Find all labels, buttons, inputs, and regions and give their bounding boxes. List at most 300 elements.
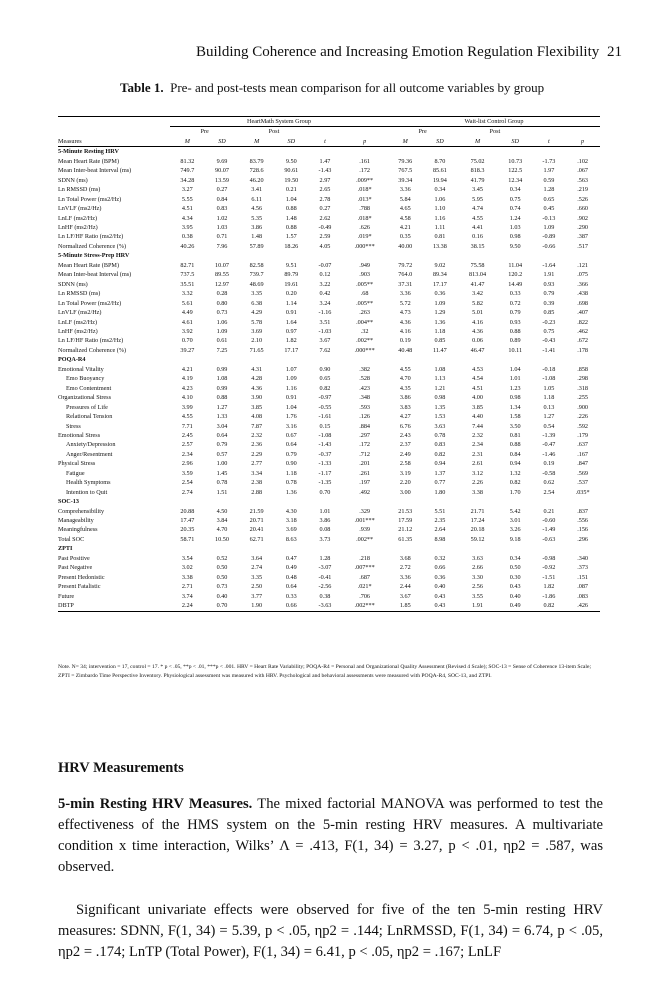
- table-row: [58, 270, 600, 279]
- table-cell: 0.33: [285, 592, 297, 600]
- table-cell: 0.98: [509, 394, 521, 402]
- table-cell: 1.04: [285, 403, 297, 411]
- table-cell: 17.47: [180, 517, 195, 525]
- table-cell: .407: [577, 309, 589, 317]
- table-cell: 1.45: [216, 469, 228, 477]
- table-cell: .261: [359, 469, 371, 477]
- table-cell: 4.05: [319, 242, 331, 250]
- table-cell: 0.54: [543, 422, 555, 430]
- table-row: [58, 573, 600, 582]
- table-cell: 9.50: [509, 242, 521, 250]
- table-cell: 83.79: [249, 157, 264, 165]
- table-cell: 3.86: [251, 223, 263, 231]
- table-cell: 17.17: [284, 346, 299, 354]
- table-cell: 0.42: [319, 290, 331, 298]
- column-header: M: [170, 137, 205, 147]
- measure-label: Pressures of Life: [66, 403, 108, 411]
- table-cell: 2.49: [399, 450, 411, 458]
- table-cell: 1.01: [319, 507, 331, 515]
- table-cell: 0.75: [543, 327, 555, 335]
- section-row: [58, 544, 600, 553]
- section-row: [58, 355, 600, 364]
- table-cell: 3.16: [285, 422, 297, 430]
- table-cell: 61.35: [398, 535, 413, 543]
- table-cell: 2.58: [399, 460, 411, 468]
- table-cell: 2.43: [399, 431, 411, 439]
- measure-label: Comprehensibility: [58, 507, 105, 515]
- results-table: [58, 116, 600, 612]
- table-cell: 1.16: [285, 384, 297, 392]
- time-header-spacer: [309, 127, 388, 137]
- table-cell: 0.79: [285, 450, 297, 458]
- table-cell: 3.01: [509, 517, 521, 525]
- table-cell: 20.18: [470, 526, 485, 534]
- table-cell: 0.35: [399, 233, 411, 241]
- table-cell: 3.85: [251, 403, 263, 411]
- table-cell: 3.77: [251, 592, 263, 600]
- table-cell: 0.50: [216, 564, 228, 572]
- table-cell: 4.28: [251, 375, 263, 383]
- table-cell: 4.21: [399, 223, 411, 231]
- table-cell: .297: [359, 431, 371, 439]
- table-cell: 1.70: [509, 488, 521, 496]
- table-cell: 4.54: [472, 375, 483, 383]
- table-cell: 0.34: [509, 186, 521, 194]
- table-cell: 10.07: [215, 261, 229, 269]
- table-cell: 0.27: [216, 186, 228, 194]
- table-cell: 0.73: [216, 583, 228, 591]
- table-cell: 5.84: [399, 195, 411, 203]
- table-cell: 3.26: [509, 526, 521, 534]
- table-cell: 0.78: [216, 479, 228, 487]
- table-cell: .858: [577, 365, 589, 373]
- table-cell: 0.40: [216, 592, 228, 600]
- table-cell: 4.36: [472, 327, 483, 335]
- table-row: [58, 195, 600, 204]
- table-cell: -1.73: [542, 157, 556, 165]
- table-cell: .102: [577, 157, 589, 165]
- table-cell: .822: [577, 318, 589, 326]
- table-cell: .373: [577, 564, 589, 572]
- table-cell: -1.08: [318, 431, 332, 439]
- table-cell: 0.67: [285, 431, 297, 439]
- table-cell: 2.61: [472, 460, 483, 468]
- table-cell: 2.57: [181, 441, 193, 449]
- table-row: [58, 232, 600, 241]
- table-cell: 1.08: [216, 375, 228, 383]
- table-cell: -0.89: [542, 233, 556, 241]
- table-cell: 3.86: [319, 517, 331, 525]
- measure-label: LnHF (ms2/Hz): [58, 327, 98, 335]
- measure-label: LnLF (ms2/Hz): [58, 214, 98, 222]
- table-cell: 20.35: [180, 526, 195, 534]
- table-cell: -1.43: [318, 167, 332, 175]
- table-row: [58, 336, 600, 345]
- table-row: [58, 450, 600, 459]
- table-cell: 3.69: [251, 327, 263, 335]
- table-caption-label: Table 1.: [120, 80, 164, 95]
- table-cell: 1.37: [434, 469, 446, 477]
- measure-label: Meaningfulness: [58, 526, 98, 534]
- table-cell: 3.36: [399, 186, 411, 194]
- table-cell: 40.48: [398, 346, 413, 354]
- table-cell: 1.58: [509, 413, 521, 421]
- table-cell: 4.29: [251, 309, 263, 317]
- table-cell: 0.82: [509, 479, 521, 487]
- table-cell: .126: [359, 413, 371, 421]
- measure-label: Mean Heart Rate (BPM): [58, 261, 119, 269]
- table-cell: 0.27: [319, 205, 331, 213]
- paragraph-lead: 5-min Resting HRV Measures.: [58, 796, 253, 812]
- table-cell: 4.31: [251, 365, 263, 373]
- table-cell: 0.21: [285, 186, 297, 194]
- table-cell: 0.83: [216, 205, 228, 213]
- table-cell: 0.94: [509, 460, 521, 468]
- measure-label: Emotional Vitality: [58, 365, 104, 373]
- table-cell: 4.55: [399, 365, 411, 373]
- table-cell: -1.39: [542, 431, 556, 439]
- measure-label: LnLF (ms2/Hz): [58, 318, 98, 326]
- table-cell: 2.20: [399, 479, 411, 487]
- table-cell: .002***: [341, 601, 388, 611]
- table-cell: 71.65: [249, 346, 264, 354]
- table-cell: .005**: [356, 299, 374, 307]
- table-cell: .013*: [357, 195, 372, 203]
- table-cell: -0.92: [542, 564, 556, 572]
- table-cell: 4.36: [251, 384, 263, 392]
- table-cell: 0.91: [285, 394, 297, 402]
- table-cell: 0.48: [285, 573, 297, 581]
- table-cell: 0.21: [543, 507, 555, 515]
- table-cell: 0.65: [319, 375, 331, 383]
- table-cell: 3.30: [472, 573, 483, 581]
- measure-label: DBTP: [58, 601, 170, 611]
- table-cell: .637: [577, 441, 589, 449]
- table-row: [58, 478, 600, 487]
- table-row: [58, 242, 600, 251]
- table-cell: .263: [359, 309, 371, 317]
- table-cell: 0.70: [205, 601, 240, 611]
- table-cell: -0.43: [542, 337, 556, 345]
- table-cell: 3.35: [251, 290, 263, 298]
- table-cell: .592: [577, 422, 589, 430]
- table-cell: 46.47: [470, 346, 485, 354]
- table-cell: 0.71: [216, 233, 228, 241]
- time-header-row: [58, 127, 600, 137]
- table-cell: 4.70: [216, 526, 228, 534]
- table-cell: -0.23: [542, 318, 556, 326]
- measure-label: Mean Inter-beat Interval (ms): [58, 271, 132, 279]
- table-cell: 0.49: [498, 601, 533, 611]
- table-cell: 1.28: [543, 186, 555, 194]
- table-row: [58, 185, 600, 194]
- table-cell: 4.51: [181, 205, 193, 213]
- table-cell: 85.61: [432, 167, 447, 175]
- table-cell: -0.13: [542, 214, 556, 222]
- table-cell: 0.84: [509, 450, 521, 458]
- table-cell: -0.41: [318, 573, 332, 581]
- table-cell: 2.50: [251, 583, 263, 591]
- table-cell: .296: [577, 535, 589, 543]
- table-cell: 0.98: [509, 233, 521, 241]
- table-cell: 3.50: [509, 422, 521, 430]
- table-cell: 9.02: [434, 261, 446, 269]
- table-cell: 3.02: [181, 564, 193, 572]
- table-cell: 46.20: [249, 176, 264, 184]
- section-label: 5-Minute Stress-Prep HRV: [58, 252, 130, 260]
- measure-label: Normalized Coherence (%): [58, 242, 127, 250]
- table-row: [58, 299, 600, 308]
- table-cell: 0.84: [216, 195, 228, 203]
- table-cell: .000***: [354, 242, 375, 250]
- table-cell: 120.2: [508, 271, 523, 279]
- table-cell: 62.71: [249, 535, 264, 543]
- table-cell: 0.13: [543, 403, 555, 411]
- table-cell: 0.38: [181, 233, 193, 241]
- table-cell: 1.13: [434, 375, 446, 383]
- table-cell: 4.36: [399, 318, 411, 326]
- table-cell: 1.80: [434, 488, 446, 496]
- measure-label: Ln Total Power (ms2/Hz): [58, 299, 122, 307]
- table-cell: 4.23: [181, 384, 193, 392]
- table-row: [58, 214, 600, 223]
- running-head-title: Building Coherence and Increasing Emotion Regulation Flexibility: [196, 44, 600, 60]
- table-cell: 1.34: [509, 403, 521, 411]
- table-cell: 3.45: [472, 186, 483, 194]
- table-cell: 8.98: [434, 535, 446, 543]
- table-cell: 0.64: [285, 441, 297, 449]
- table-cell: 4.21: [181, 365, 193, 373]
- table-cell: .019*: [357, 233, 372, 241]
- table-cell: .035*: [575, 488, 590, 496]
- table-cell: .438: [577, 290, 589, 298]
- table-cell: -1.08: [542, 375, 556, 383]
- column-header: SD: [423, 137, 458, 147]
- section-row: [58, 147, 600, 157]
- table-cell: 89.55: [215, 271, 229, 279]
- table-cell: 4.34: [181, 214, 193, 222]
- column-header: M: [239, 137, 274, 147]
- table-cell: 6.76: [399, 422, 411, 430]
- table-cell: .556: [577, 517, 589, 525]
- table-cell: .526: [577, 195, 589, 203]
- table-cell: .426: [565, 601, 600, 611]
- table-cell: 0.80: [216, 299, 228, 307]
- table-cell: 1.11: [434, 223, 446, 231]
- group-header-control: Wait-list Control Group: [388, 117, 600, 127]
- table-cell: -1.35: [318, 479, 332, 487]
- table-cell: .687: [359, 573, 371, 581]
- table-cell: .197: [359, 479, 371, 487]
- table-cell: 2.26: [472, 479, 483, 487]
- table-cell: 3.54: [181, 554, 193, 562]
- table-cell: .298: [577, 375, 589, 383]
- table-cell: 4.16: [399, 327, 411, 335]
- table-cell: .902: [577, 214, 589, 222]
- table-cell: 0.08: [319, 526, 331, 534]
- table-cell: 2.59: [319, 233, 331, 241]
- table-cell: 2.65: [319, 186, 331, 194]
- column-header: p: [341, 137, 388, 147]
- group-header-row: [58, 117, 600, 127]
- table-cell: 0.74: [509, 205, 521, 213]
- table-row: [58, 289, 600, 298]
- table-cell: 13.59: [215, 176, 229, 184]
- table-row: [58, 308, 600, 317]
- table-cell: 0.79: [543, 290, 555, 298]
- measure-label: Present Fatalistic: [58, 583, 101, 591]
- time-header-pre: Pre: [200, 128, 209, 136]
- table-cell: -1.64: [542, 261, 556, 269]
- table-cell: 0.34: [434, 186, 446, 194]
- table-cell: 0.99: [216, 365, 228, 373]
- table-cell: .083: [577, 592, 589, 600]
- measure-label: Manageability: [58, 517, 94, 525]
- table-cell: 90.61: [284, 167, 299, 175]
- measure-label: Mean Heart Rate (BPM): [58, 157, 119, 165]
- table-cell: 2.66: [472, 564, 483, 572]
- measure-label: Health Symptoms: [66, 479, 111, 487]
- table-cell: .005**: [356, 280, 374, 288]
- table-cell: 0.90: [319, 365, 331, 373]
- table-cell: .226: [577, 413, 589, 421]
- table-cell: .218: [359, 554, 371, 562]
- table-cell: -0.97: [318, 394, 332, 402]
- column-header-row: [58, 137, 600, 147]
- table-cell: 0.64: [216, 431, 228, 439]
- table-cell: 2.72: [399, 564, 411, 572]
- table-cell: 0.78: [285, 479, 297, 487]
- measure-label: Emo Buoyancy: [66, 375, 105, 383]
- table-row: [58, 525, 600, 534]
- table-cell: .156: [577, 526, 589, 534]
- table-cell: .329: [359, 507, 371, 515]
- table-cell: 0.79: [509, 309, 521, 317]
- time-header-spacer: [58, 127, 170, 137]
- table-cell: .009**: [356, 176, 374, 184]
- table-cell: .161: [359, 157, 371, 165]
- table-cell: 7.62: [319, 346, 331, 354]
- table-cell: 21.53: [398, 507, 413, 515]
- table-cell: .563: [577, 176, 589, 184]
- table-cell: 0.94: [434, 460, 446, 468]
- table-cell: .002**: [356, 535, 374, 543]
- table-cell: 13.38: [432, 242, 447, 250]
- table-cell: 1.18: [543, 394, 555, 402]
- table-cell: 37.31: [398, 280, 413, 288]
- table-cell: .167: [577, 450, 589, 458]
- table-cell: 5.72: [399, 299, 411, 307]
- table-cell: 5.78: [251, 318, 263, 326]
- table-cell: 0.81: [509, 431, 521, 439]
- measure-label: LnVLF (ms2/Hz): [58, 205, 102, 213]
- measure-label: Future: [58, 592, 75, 600]
- table-cell: .179: [577, 431, 589, 439]
- table-cell: 2.45: [181, 431, 193, 439]
- table-cell: 39.34: [398, 176, 413, 184]
- table-cell: 20.41: [249, 526, 264, 534]
- table-cell: 3.34: [251, 469, 263, 477]
- body-paragraph: [58, 900, 603, 963]
- table-cell: 82.58: [249, 261, 264, 269]
- table-cell: 0.99: [216, 384, 228, 392]
- table-cell: 3.90: [251, 394, 263, 402]
- table-cell: -1.17: [318, 469, 332, 477]
- table-cell: -0.66: [542, 242, 556, 250]
- table-row: [58, 346, 600, 355]
- table-cell: 2.31: [472, 450, 483, 458]
- table-cell: 1.02: [216, 214, 228, 222]
- table-cell: 2.74: [251, 564, 263, 572]
- table-cell: 1.64: [285, 318, 297, 326]
- section-heading: HRV Measurements: [58, 760, 184, 776]
- table-cell: 1.18: [285, 469, 297, 477]
- table-row: [58, 601, 600, 611]
- measure-label: Total SOC: [58, 535, 85, 543]
- table-cell: .121: [577, 261, 589, 269]
- table-cell: .788: [359, 205, 371, 213]
- table-cell: 4.08: [251, 413, 263, 421]
- table-cell: -1.51: [542, 573, 556, 581]
- table-cell: .172: [359, 441, 371, 449]
- table-cell: 2.78: [319, 195, 331, 203]
- table-cell: -1.86: [542, 592, 556, 600]
- table-cell: 0.88: [509, 327, 521, 335]
- table-cell: 0.97: [285, 327, 297, 335]
- table-cell: 1.06: [216, 318, 228, 326]
- table-cell: 2.32: [251, 431, 263, 439]
- table-cell: 3.35: [251, 573, 263, 581]
- table-cell: 1.36: [285, 488, 297, 496]
- table-cell: -3.07: [318, 564, 332, 572]
- table-row: [58, 507, 600, 516]
- table-cell: 5.55: [181, 195, 193, 203]
- table-row: [58, 176, 600, 185]
- table-cell: 2.35: [434, 517, 446, 525]
- table-cell: 0.88: [285, 205, 297, 213]
- table-cell: 4.41: [472, 223, 483, 231]
- table-cell: 1.10: [434, 205, 446, 213]
- measure-label: Intention to Quit: [66, 488, 108, 496]
- table-cell: 2.74: [181, 488, 193, 496]
- table-cell: 4.74: [472, 205, 483, 213]
- table-cell: 4.58: [399, 214, 411, 222]
- table-cell: 9.69: [216, 157, 228, 165]
- table-cell: .847: [577, 460, 589, 468]
- table-cell: 3.74: [181, 592, 193, 600]
- table-cell: .837: [577, 507, 589, 515]
- table-cell: 1.03: [509, 223, 521, 231]
- table-cell: 1.27: [216, 403, 228, 411]
- table-cell: 1.48: [285, 214, 297, 222]
- table-cell: 34.28: [180, 176, 195, 184]
- table-cell: 0.30: [509, 573, 521, 581]
- table-cell: 5.01: [472, 309, 483, 317]
- table-cell: .698: [577, 299, 589, 307]
- table-cell: 0.70: [319, 488, 331, 496]
- table-cell: 1.76: [285, 413, 297, 421]
- table-cell: 3.04: [216, 422, 228, 430]
- table-cell: 3.19: [399, 469, 411, 477]
- table-cell: 7.44: [472, 422, 483, 430]
- table-cell: 1.00: [216, 460, 228, 468]
- table-cell: 3.63: [434, 422, 446, 430]
- table-cell: 3.84: [216, 517, 228, 525]
- table-cell: .672: [577, 337, 589, 345]
- table-cell: -1.16: [318, 309, 332, 317]
- table-cell: 0.40: [434, 583, 446, 591]
- table-cell: 1.48: [251, 233, 263, 241]
